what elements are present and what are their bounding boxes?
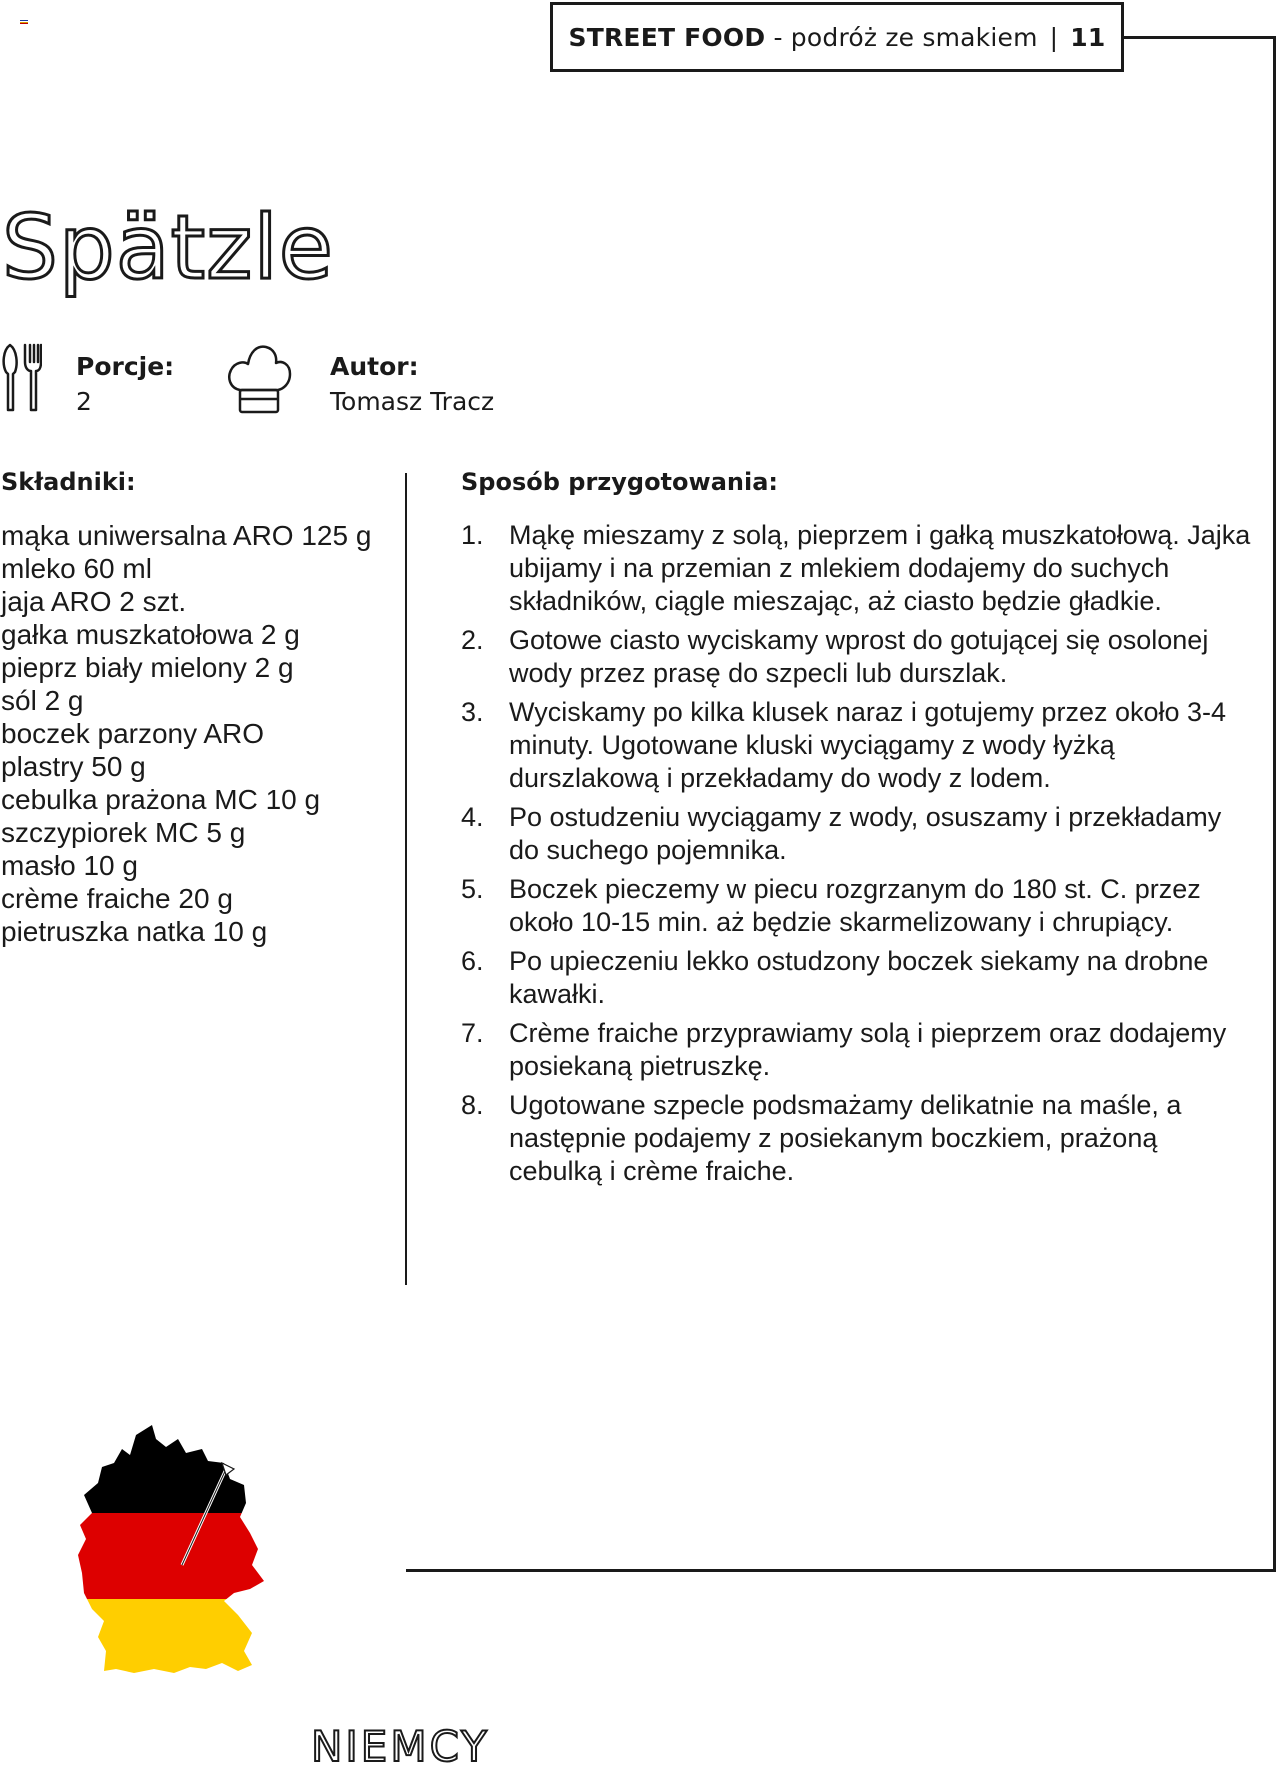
step-text: Mąkę mieszamy z solą, pieprzem i gałką muszkatołową. Jajka ubijamy i na przemian z mlekiem dodajemy do suchych składników, ciągle mieszając, aż ciasto będzie gładkie. [509, 520, 1251, 616]
ingredient-item: cebulka prażona MC 10 g [1, 784, 321, 815]
frame-line-top [1124, 36, 1276, 39]
flag-stripe-gold [74, 1599, 294, 1685]
ingredient-item: boczek parzony ARO [1, 718, 265, 749]
step-item [461, 801, 1251, 867]
step-item [461, 873, 1251, 939]
step-number: 4. [461, 802, 484, 832]
author-label: Autor: [330, 352, 419, 381]
frame-line-bottom [406, 1569, 1276, 1572]
portions-label: Porcje: [76, 352, 175, 381]
method-steps [461, 519, 1251, 1194]
page-number: 11 [1070, 22, 1106, 52]
flag-stripe-black [74, 1425, 294, 1513]
page-header [550, 2, 1124, 72]
country-name: NIEMCY [311, 1722, 490, 1771]
ingredient-item: jaja ARO 2 szt. [1, 586, 187, 617]
ingredients-list [1, 519, 371, 948]
germany-map-icon [74, 1425, 294, 1685]
step-text: Po upieczeniu lekko ostudzony boczek siekamy na drobne kawałki. [509, 946, 1209, 1009]
cutlery-icon [0, 342, 42, 414]
ingredient-item: masło 10 g [1, 850, 138, 881]
ingredient-item: plastry 50 g [1, 751, 146, 782]
header-subtitle: - podróż ze smakiem [773, 22, 1038, 52]
header-separator: | [1049, 22, 1059, 52]
step-text: Po ostudzeniu wyciągamy z wody, osuszamy i przekładamy do suchego pojemnika. [509, 802, 1222, 865]
flag-stripe-red [74, 1513, 294, 1599]
author [330, 352, 494, 416]
step-item [461, 1089, 1251, 1188]
step-number: 3. [461, 697, 484, 727]
ingredient-item: sól 2 g [1, 685, 84, 716]
ingredient-item: mleko 60 ml [1, 553, 152, 584]
frame-line-right [1273, 36, 1276, 1572]
recipe-title: Spätzle [2, 196, 334, 299]
step-number: 2. [461, 625, 484, 655]
ingredients-heading: Składniki: [1, 468, 136, 496]
flag-mark-icon [20, 20, 28, 24]
step-text: Gotowe ciasto wyciskamy wprost do gotującej się osolonej wody przez prasę do szpecli lub durszlak. [509, 625, 1209, 688]
chef-hat-icon [226, 342, 292, 414]
step-item [461, 696, 1251, 795]
step-text: Wyciskamy po kilka klusek naraz i gotujemy przez około 3-4 minuty. Ugotowane kluski wyciągamy z wody łyżką durszlakową i przekładamy do wody z lodem. [509, 697, 1227, 793]
step-number: 1. [461, 520, 484, 550]
ingredient-item: crème fraiche 20 g [1, 883, 233, 914]
step-item [461, 519, 1251, 618]
ingredient-item: pieprz biały mielony 2 g [1, 652, 294, 683]
portions [76, 352, 174, 416]
step-item [461, 1017, 1251, 1083]
ingredient-item: gałka muszkatołowa 2 g [1, 619, 300, 650]
step-text: Ugotowane szpecle podsmażamy delikatnie na maśle, a następnie podajemy z posiekanym boczkiem, prażoną cebulką i crème fraiche. [509, 1090, 1182, 1186]
method-heading: Sposób przygotowania: [461, 468, 778, 496]
step-item [461, 945, 1251, 1011]
header-brand: STREET FOOD [568, 22, 766, 52]
ingredient-item: mąka uniwersalna ARO 125 g [1, 520, 372, 551]
ingredient-item: pietruszka natka 10 g [1, 916, 268, 947]
author-value: Tomasz Tracz [330, 387, 495, 416]
step-number: 8. [461, 1090, 484, 1120]
portions-value: 2 [76, 387, 92, 416]
step-number: 5. [461, 874, 484, 904]
ingredient-item: szczypiorek MC 5 g [1, 817, 246, 848]
step-number: 6. [461, 946, 484, 976]
step-number: 7. [461, 1018, 484, 1048]
step-item [461, 624, 1251, 690]
step-text: Crème fraiche przyprawiamy solą i pieprzem oraz dodajemy posiekaną pietruszkę. [509, 1018, 1227, 1081]
step-text: Boczek pieczemy w piecu rozgrzanym do 180 st. C. przez około 10-15 min. aż będzie skarmelizowany i chrupiący. [509, 874, 1201, 937]
column-divider [405, 473, 407, 1285]
